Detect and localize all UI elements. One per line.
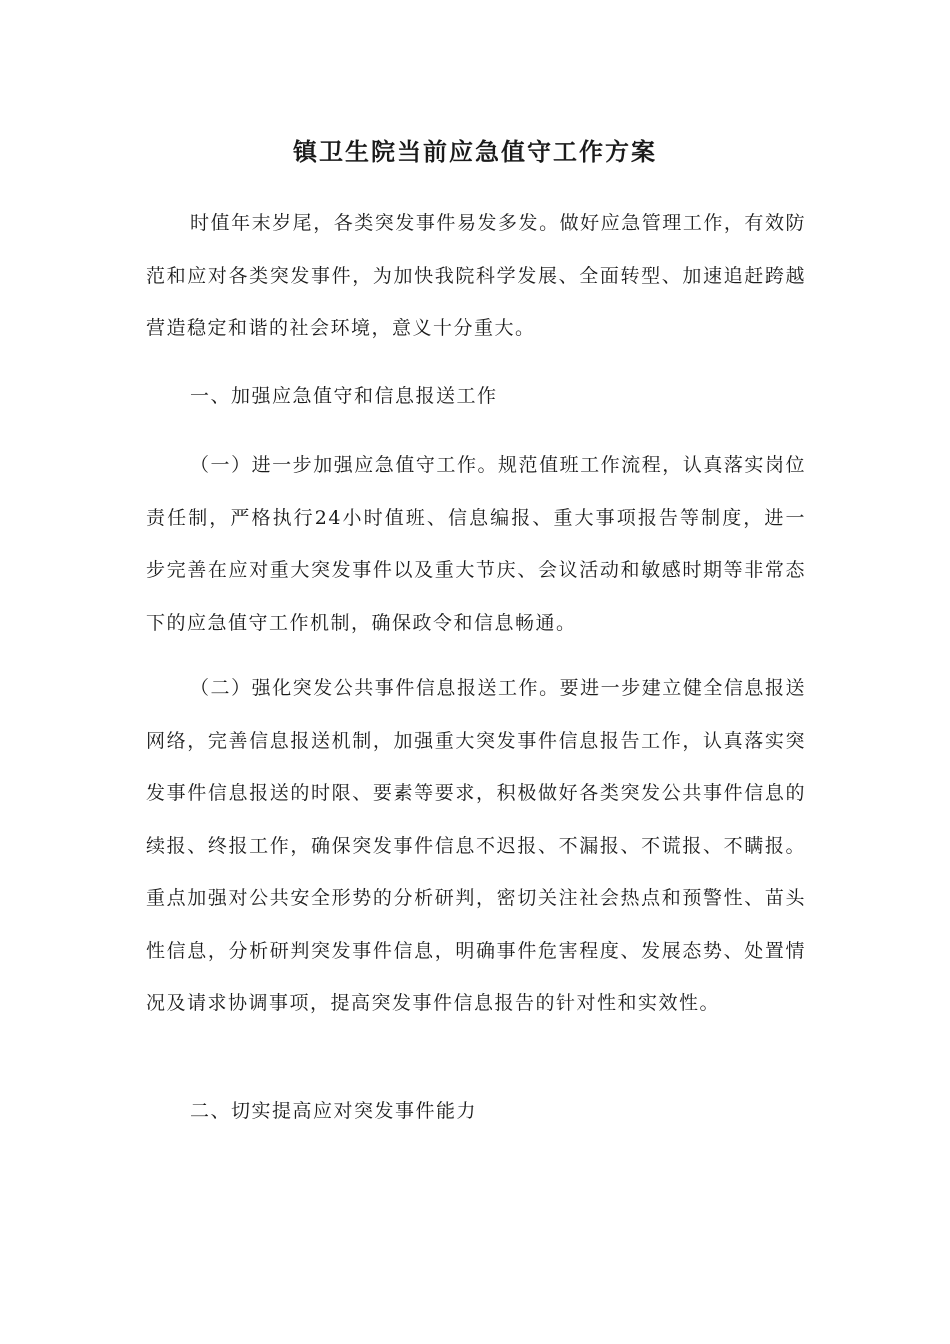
section-heading-1-text: 一、加强应急值守和信息报送工作 bbox=[190, 385, 498, 407]
section-heading-2-text: 二、切实提高应对突发事件能力 bbox=[190, 1100, 478, 1122]
intro-text: 时值年末岁尾，各类突发事件易发多发。做好应急管理工作，有效防范和应对各类突发事件，为加快我院科学发展、全面转型、加速追赶跨越营造稳定和谐的社会环境，意义十分重大。 bbox=[146, 212, 806, 339]
section-1-item-2-text: （二）强化突发公共事件信息报送工作。要进一步建立健全信息报送网络，完善信息报送机制，加强重大突发事件信息报告工作，认真落实突发事件信息报送的时限、要素等要求，积极做好各类突发公共事件信息的续报、终报工作，确保突发事件信息不迟报、不漏报、不谎报、不瞒报。重点加强对公共安全形势的分析研判，密切关注社会热点和预警性、苗头性信息，分析研判突发事件信息，明确事件危害程度、发展态势、处置情况及请求协调事项，提高突发事件信息报告的针对性和实效性。 bbox=[146, 677, 806, 1014]
section-1-item-2 bbox=[146, 662, 806, 1030]
section-1-item-1-text: （一）进一步加强应急值守工作。规范值班工作流程，认真落实岗位责任制，严格执行24小时值班、信息编报、重大事项报告等制度，进一步完善在应对重大突发事件以及重大节庆、会议活动和敏感时期等非常态下的应急值守工作机制，确保政令和信息畅通。 bbox=[146, 454, 806, 634]
section-1-item-1 bbox=[146, 439, 806, 649]
section-heading-2 bbox=[146, 1085, 806, 1138]
intro-paragraph bbox=[146, 197, 806, 355]
section-heading-1 bbox=[146, 370, 806, 423]
document-title: 镇卫生院当前应急值守工作方案 bbox=[293, 137, 657, 166]
